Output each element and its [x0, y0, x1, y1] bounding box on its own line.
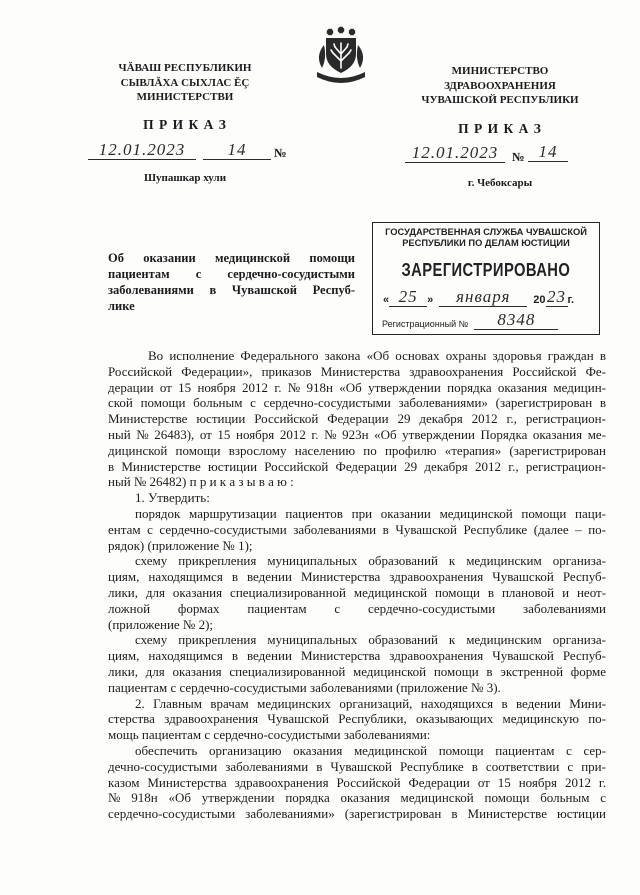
body-text-line: циям, находящимся в ведении Министерства здравоохранения Чувашской Респуб- — [108, 569, 606, 585]
body-text-line: пациентам с сердечно-сосудистыми заболеваниями (приложение № 3). — [108, 679, 501, 695]
russian-ministry-name — [410, 64, 590, 108]
stamp-agency-line: ГОСУДАРСТВЕННАЯ СЛУЖБА ЧУВАШСКОЙ — [385, 227, 587, 237]
russian-ministry-name-line: МИНИСТЕРСТВО — [451, 65, 549, 77]
body-text-line: лики, для оказания специализированной медицинской помощи в плановой и неот- — [108, 584, 607, 600]
body-text-line: мощь пациентам с сердечно-сосудистыми заболеваниями: — [108, 727, 431, 743]
body-text-line: ный № 26482) п р и к а з ы в а ю : — [108, 474, 294, 490]
document-title — [108, 250, 355, 314]
body-text-line: дерации от 15 ноября 2012 г. № 918н «Об утверждении порядка оказания медицин- — [108, 379, 606, 395]
stamp-date-open-quote: « — [383, 294, 390, 306]
body-text-line: в Министерстве юстиции Российской Федерации 29 декабря 2012 г., регистрацион- — [108, 458, 606, 474]
stamp-date-day: 25 — [389, 288, 427, 307]
body-text-line: сердечно-сосудистыми заболеваниями» (зарегистрирован в Министерстве юстиции — [108, 806, 607, 822]
stamp-agency-line: РЕСПУБЛИКИ ПО ДЕЛАМ ЮСТИЦИИ — [402, 238, 570, 248]
body-text-line: схему прикрепления муниципальных образований к медицинским организа- — [135, 632, 606, 648]
body-text-line: ный № 26483), от 15 ноября 2012 г. № 923н «Об утверждении Порядка оказания ме- — [108, 426, 607, 442]
emblem-leaf-left — [319, 45, 325, 68]
stamp-date-close-quote: » — [427, 294, 434, 306]
body-text-line: обеспечить организацию оказания медицинской помощи пациентам с сер- — [135, 742, 607, 758]
body-text-line: дицинской помощи взрослому населению по профилю «терапия» (зарегистрирован — [108, 442, 606, 458]
document-title-line: Об оказании медицинской помощи — [108, 251, 355, 265]
russian-ministry-name-line: ЧУВАШСКОЙ РЕСПУБЛИКИ — [421, 94, 579, 106]
body-text-line: лики, для оказания специализированной медицинской помощи в экстренной форме — [108, 663, 607, 679]
registration-stamp — [372, 222, 600, 335]
emblem-star-icon — [338, 27, 344, 33]
emblem-icon — [313, 26, 369, 88]
emblem-star-icon — [349, 29, 355, 35]
body-text-line: 1. Утвердить: — [135, 490, 210, 506]
body-text-line: ской помощи больным с сердечно-сосудистыми заболеваниями» (зарегистрирован в — [108, 395, 607, 411]
body-text-line: 2. Главным врачам медицинских организаций, находящихся в ведении Мини- — [135, 695, 607, 711]
stamp-status-text: ЗАРЕГИСТРИРОВАНО — [401, 260, 571, 280]
stamp-registration — [382, 309, 591, 330]
document-title-line: заболеваниями в Чувашской Респуб- — [108, 283, 356, 297]
order-date-chuvash: 12.01.2023 — [88, 141, 196, 160]
russian-ministry-name-line: ЗДРАВООХРАНЕНИЯ — [444, 79, 556, 92]
stamp-status — [373, 259, 599, 283]
chuvash-ministry-name-line: ЧĂВАШ РЕСПУБЛИКИН — [118, 62, 252, 74]
stamp-date-year-suffix: 23 — [547, 287, 566, 306]
body-text-line: Министерстве юстиции Российской Федерации 29 декабря 2012 г., регистрацион- — [108, 411, 606, 427]
body-text-line: стерства здравоохранения Чувашской Республики, оказывающих медицинскую по- — [108, 711, 606, 727]
body-text-line: дечно-сосудистыми заболеваниями в Чувашской Республике в соответствии с при- — [108, 758, 606, 774]
body-text-line: (приложение № 2); — [108, 616, 214, 632]
document-body — [108, 348, 606, 822]
stamp-date-month: января — [439, 288, 527, 307]
chuvash-ministry-name-line: СЫВЛĂХА СЫХЛАС ĔÇ — [120, 76, 250, 89]
emblem-star-icon — [327, 29, 333, 35]
order-title-chuvash: П Р И К А З — [143, 117, 227, 132]
number-sign-russian: № — [512, 150, 525, 164]
emblem-ribbon — [317, 72, 365, 83]
body-text-line: рядок) (приложение № 1); — [108, 537, 253, 553]
order-number-chuvash: 14 — [203, 141, 271, 160]
order-number-russian: 14 — [528, 143, 568, 162]
body-text-line: Во исполнение Федерального закона «Об основах охраны здоровья граждан в — [148, 348, 606, 363]
body-text-line: ложной формах пациентам с сердечно-сосудистыми заболеваниями — [108, 600, 606, 616]
stamp-date — [383, 286, 591, 307]
order-date-russian: 12.01.2023 — [405, 144, 505, 163]
body-text-line: казом Министерства здравоохранения Российской Федерации от 15 ноября 2012 г. — [108, 774, 606, 790]
emblem-leaf-right — [357, 45, 363, 68]
body-text-line: циям, находящимся в ведении Министерства здравоохранения Чувашской Респуб- — [108, 648, 606, 664]
stamp-date-year-unit: г. — [567, 294, 575, 306]
stamp-registration-number: 8348 — [474, 311, 558, 330]
number-sign-chuvash: № — [274, 146, 287, 160]
body-text-line: порядок маршрутизации пациентов при оказании медицинской помощи паци- — [135, 505, 606, 521]
chuvash-ministry-name-line: МИНИСТЕРСТВИ — [136, 91, 234, 103]
body-text-line: схему прикрепления муниципальных образований к медицинским организа- — [135, 553, 606, 569]
stamp-date-year-prefix: 20 — [533, 294, 546, 306]
order-title-russian: П Р И К А З — [458, 121, 542, 136]
body-text-line: № 918н «Об утверждении порядка оказания медицинской помощи больным с — [108, 790, 607, 806]
document-title-line: лике — [108, 299, 135, 313]
body-text-line: ентам с сердечно-сосудистыми заболеваниями в Чувашской Республике (далее – по- — [108, 521, 606, 537]
city-russian: г. Чебоксары — [467, 177, 533, 189]
document-title-line: пациентам с сердечно-сосудистыми — [108, 267, 355, 281]
city-chuvash: Шупашкар хули — [143, 172, 227, 184]
stamp-registration-label: Регистрационный № — [382, 319, 469, 329]
body-text-line: Российской Федерации», приказов Министерства здравоохранения Российской Фе- — [108, 363, 606, 379]
chuvash-ministry-name — [90, 61, 280, 105]
